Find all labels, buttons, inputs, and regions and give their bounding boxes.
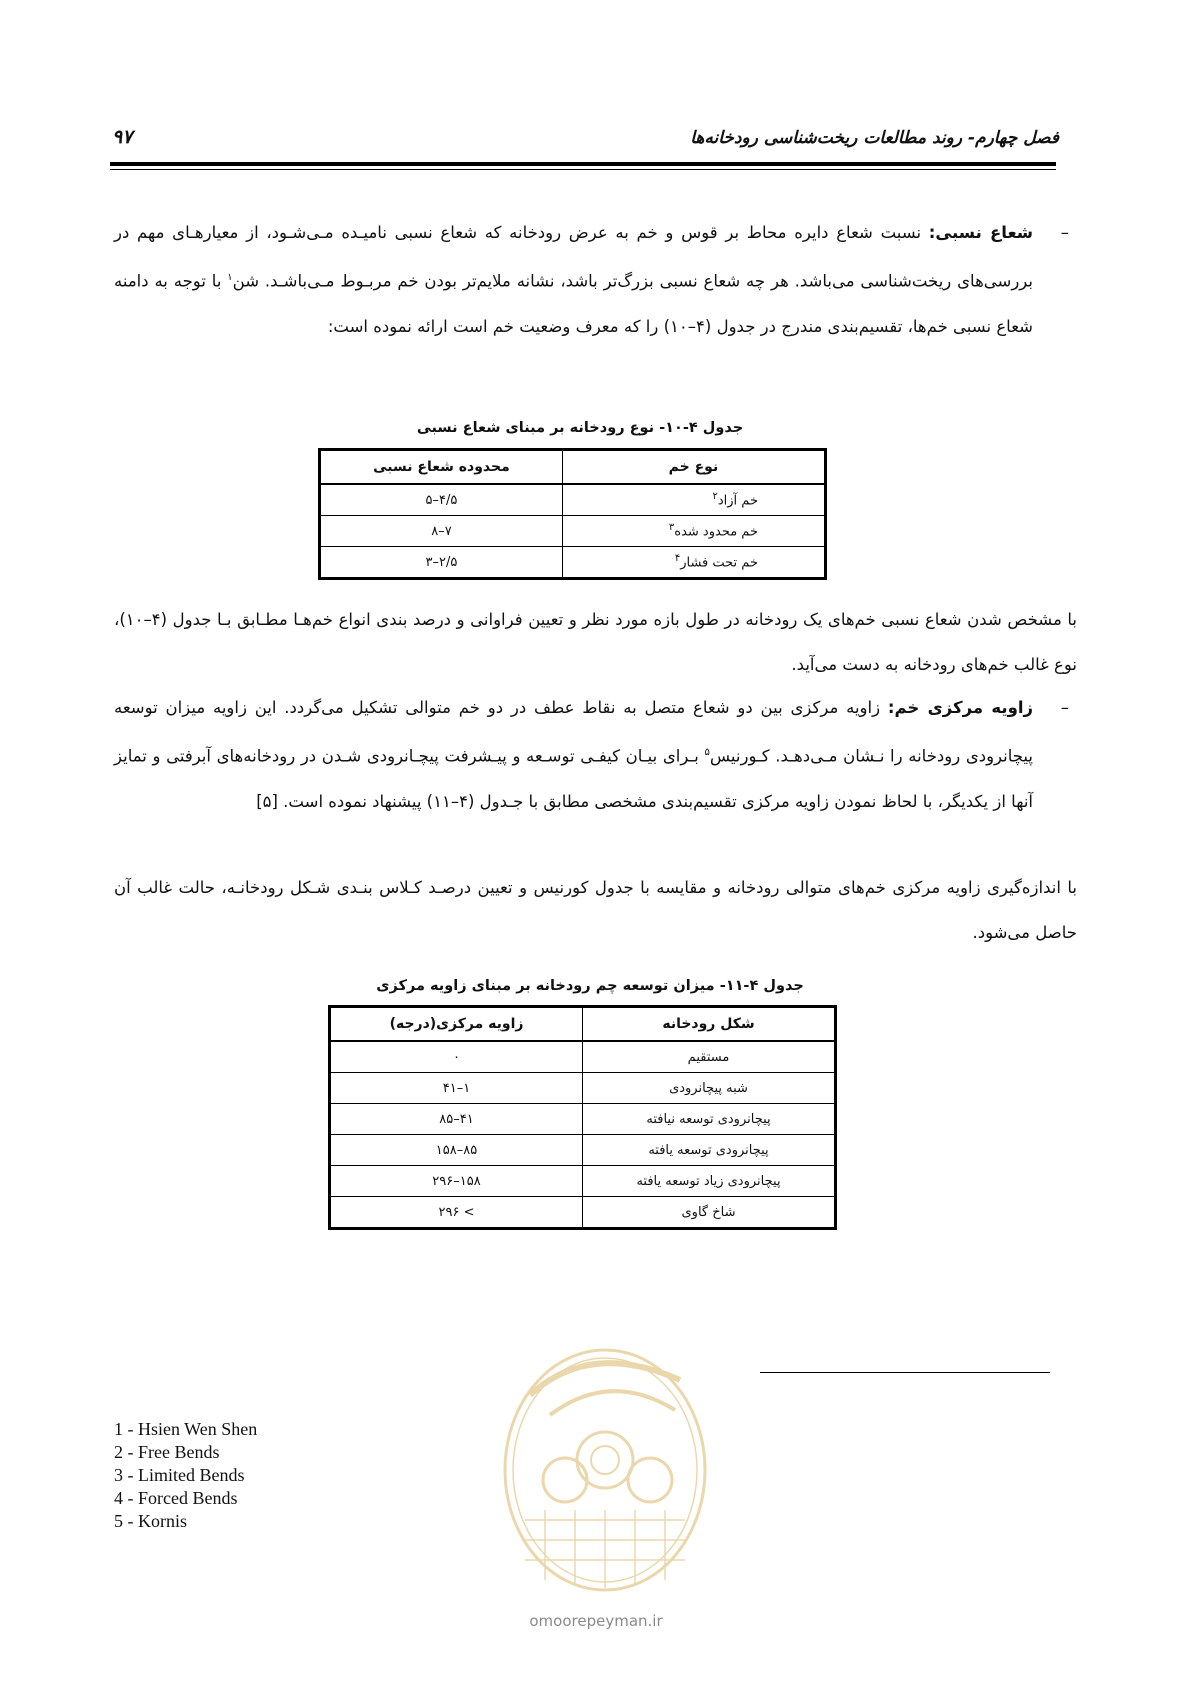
bend-type-table — [318, 448, 827, 580]
table-cell: ۰ — [330, 1041, 583, 1073]
footnote-ref: ۱ — [227, 272, 233, 283]
table-cell: ۴۱–۸۵ — [330, 1104, 583, 1135]
header-rule-thick — [110, 162, 1056, 166]
paragraph-text: بـرای بیـان کیفـی توسـعه و پیـشرفت پیچـانرودی شـدن در رودخانه‌های آبرفتی و تمایز آنها از یکدیگر، با لحاظ نمودن زاویه مرکزی تقسیم‌بندی مشخصی مطابق با جـدول (۴–۱۱) پیشنهاد نموده است. [۵] — [114, 746, 1033, 811]
paragraph-dominant-state: با اندازه‌گیری زاویه مرکزی خم‌های متوالی رودخانه و مقایسه با جدول کورنیس و تعیین درصـد کـلاس بنـدی شـکل رودخانـه، حالت غالب آن حاصل می‌شود. — [114, 878, 1077, 942]
table-row — [320, 484, 826, 516]
footnote-ref: ۳ — [668, 522, 675, 534]
table-cell: ۱–۴۱ — [330, 1073, 583, 1104]
table-row — [320, 516, 826, 547]
term-relative-radius: شعاع نسبی: — [928, 223, 1033, 242]
table-cell: شاخ گاوی — [583, 1197, 836, 1229]
table-cell: شبه پیچانرودی — [583, 1073, 836, 1104]
table-cell: ۴/۵–۵ — [320, 484, 563, 516]
footnote-rule — [760, 1372, 1050, 1373]
page-number: ۹۷ — [112, 126, 133, 148]
table-header-cell: نوع خم — [562, 450, 825, 485]
footnote: 1 - Hsien Wen Shen — [114, 1419, 258, 1439]
watermark-logo-icon — [490, 1320, 720, 1600]
paragraph-text: نسبت شعاع دایره محاط بر قوس و خم به عرض رودخانه که شعاع نسبی نامیـده مـی‌شـود، از معیارهـای مهم در بررسی‌های ریخت‌شناسی می‌باشد. هر چه شعاع نسبی بزرگ‌تر باشد، نشانه ملایم‌تر بودن خم مربـوط مـی‌باشـد. شن — [114, 223, 1034, 291]
table-row — [330, 1135, 836, 1166]
table-cell: ۱۵۸–۲۹۶ — [330, 1166, 583, 1197]
table2-caption: جدول ۴-۱۱- میزان توسعه چم رودخانه بر مبنای زاویه مرکزی — [376, 978, 804, 994]
table-cell: مستقیم — [583, 1041, 836, 1073]
footnote-ref: ۴ — [674, 553, 681, 565]
footnote: 5 - Kornis — [114, 1511, 187, 1531]
table-row — [330, 1166, 836, 1197]
table-row — [330, 1197, 836, 1229]
bullet-dash: – — [1060, 698, 1069, 717]
table-cell: ۷–۸ — [320, 516, 563, 547]
footnotes — [114, 1418, 257, 1533]
footnote: 4 - Forced Bends — [114, 1488, 238, 1508]
meander-development-table — [328, 1005, 837, 1230]
footnote: 2 - Free Bends — [114, 1442, 220, 1462]
table-cell: پیچانرودی زیاد توسعه یافته — [583, 1166, 836, 1197]
table-header-row — [320, 450, 826, 485]
paragraph-text: زاویه مرکزی بین دو شعاع متصل به نقاط عطف در دو خم متوالی تشکیل می‌گردد. این زاویه میزان توسعه پیچانرودی رودخانه را نـشان مـی‌دهـد. کـورنیس — [114, 698, 1033, 766]
footnote-ref: ۲ — [712, 491, 718, 503]
bullet-dash: – — [1060, 223, 1069, 242]
table-header-row — [330, 1007, 836, 1042]
table-cell: خم محدود شده$^۳$ — [562, 516, 825, 547]
table-cell: خم آزاد$^۲$ — [562, 484, 825, 516]
table-row — [330, 1073, 836, 1104]
paragraph-central-angle — [114, 685, 1069, 824]
paragraph-text: با توجه به دامنه شعاع نسبی خم‌ها، تقسیم‌بندی مندرج در جدول (۴–۱۰) را که معرف وضعیت خم است ارائه نموده است: — [114, 271, 1033, 336]
footnote-ref: ۵ — [704, 747, 710, 758]
table-cell: > ۲۹۶ — [330, 1197, 583, 1229]
table-cell: ۸۵–۱۵۸ — [330, 1135, 583, 1166]
paragraph-dominant-bend: با مشخص شدن شعاع نسبی خم‌های یک رودخانه در طول بازه مورد نظر و تعیین فراوانی و درصد بندی انواع خم‌هـا مطـابق بـا جدول (۴–۱۰)، نوع غالب خم‌های رودخانه به دست می‌آید. — [114, 610, 1077, 674]
term-central-angle: زاویه مرکزی خم: — [887, 698, 1033, 717]
table-row — [320, 547, 826, 579]
footnote: 3 - Limited Bends — [114, 1465, 245, 1485]
table-cell: خم تحت فشار$^۴$ — [562, 547, 825, 579]
table-cell: ۲/۵–۳ — [320, 547, 563, 579]
table-header-cell: شکل رودخانه — [583, 1007, 836, 1042]
watermark-url: omoorepeyman.ir — [529, 1612, 663, 1630]
table-cell: پیچانرودی توسعه نیافته — [583, 1104, 836, 1135]
header-rule-thin — [110, 169, 1056, 170]
table-header-cell: محدوده شعاع نسبی — [320, 450, 563, 485]
table-row — [330, 1104, 836, 1135]
table-header-cell: زاویه مرکزی(درجه) — [330, 1007, 583, 1042]
table1-caption: جدول ۴-۱۰- نوع رودخانه بر مبنای شعاع نسبی — [416, 420, 744, 436]
chapter-header-title: فصل چهارم- روند مطالعات ریخت‌شناسی رودخانه‌ها — [690, 128, 1059, 148]
table-row — [330, 1041, 836, 1073]
table-cell: پیچانرودی توسعه یافته — [583, 1135, 836, 1166]
paragraph-relative-radius — [114, 210, 1069, 349]
